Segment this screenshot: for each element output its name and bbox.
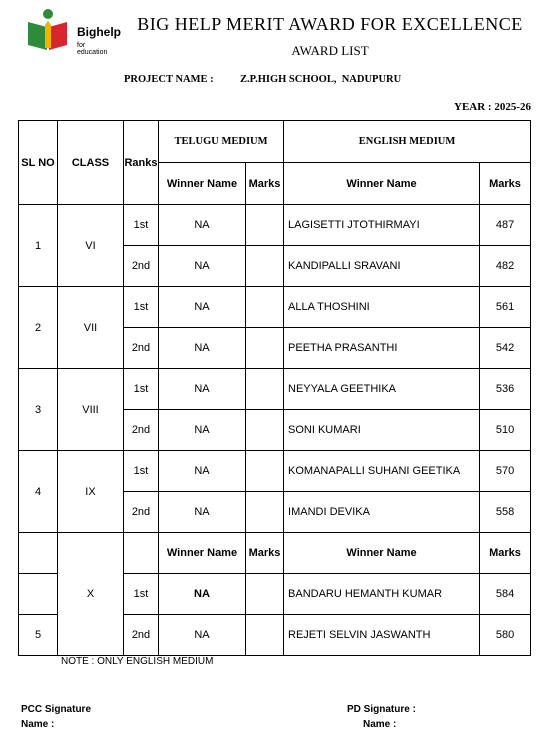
subheader-telugu-winner: Winner Name	[159, 533, 246, 574]
english-winner-cell: KOMANAPALLI SUHANI GEETIKA	[284, 451, 480, 492]
telugu-marks-cell	[246, 410, 284, 451]
english-marks-cell: 510	[480, 410, 531, 451]
header-telugu-winner: Winner Name	[159, 163, 246, 205]
english-winner-cell: IMANDI DEVIKA	[284, 492, 480, 533]
page-title: BIG HELP MERIT AWARD FOR EXCELLENCE	[137, 14, 523, 34]
telugu-marks-cell	[246, 369, 284, 410]
english-marks-cell: 584	[480, 574, 531, 615]
english-marks-cell: 542	[480, 328, 531, 369]
telugu-winner-cell: NA	[159, 246, 246, 287]
telugu-marks-cell	[246, 492, 284, 533]
table-subheader-row	[19, 533, 531, 574]
telugu-winner-cell: NA	[159, 287, 246, 328]
header-sl-no: SL NO	[19, 121, 58, 205]
english-winner-cell: ALLA THOSHINI	[284, 287, 480, 328]
subheader-english-winner: Winner Name	[284, 533, 480, 574]
telugu-winner-cell: NA	[159, 369, 246, 410]
project-label: PROJECT NAME :	[124, 74, 214, 85]
telugu-winner-cell: NA	[159, 492, 246, 533]
sl-no-cell: 1	[19, 205, 58, 287]
english-winner-cell: LAGISETTI JTOTHIRMAYI	[284, 205, 480, 246]
telugu-winner-cell: NA	[159, 451, 246, 492]
english-marks-cell: 580	[480, 615, 531, 656]
english-marks-cell: 561	[480, 287, 531, 328]
header-telugu-medium: TELUGU MEDIUM	[159, 121, 284, 163]
logo-brand-text: Bighelp	[77, 25, 121, 39]
english-marks-cell: 487	[480, 205, 531, 246]
pd-name-label: Name :	[363, 719, 397, 730]
rank-cell	[124, 533, 159, 574]
telugu-winner-cell: NA	[159, 328, 246, 369]
telugu-marks-cell	[246, 451, 284, 492]
english-marks-cell: 570	[480, 451, 531, 492]
telugu-winner-cell: NA	[159, 615, 246, 656]
year-label: YEAR : 2025-26	[454, 101, 531, 113]
sl-no-cell: 4	[19, 451, 58, 533]
class-cell: X	[58, 533, 124, 656]
rank-cell: 2nd	[124, 615, 159, 656]
telugu-marks-cell	[246, 328, 284, 369]
english-marks-cell: 558	[480, 492, 531, 533]
class-cell: IX	[58, 451, 124, 533]
table-row	[19, 205, 531, 246]
class-cell: VI	[58, 205, 124, 287]
class-cell: VIII	[58, 369, 124, 451]
english-winner-cell: SONI KUMARI	[284, 410, 480, 451]
table-row	[19, 287, 531, 328]
rank-cell: 1st	[124, 574, 159, 615]
award-table	[18, 120, 531, 656]
english-winner-cell: PEETHA PRASANTHI	[284, 328, 480, 369]
english-marks-cell: 482	[480, 246, 531, 287]
header-class: CLASS	[58, 121, 124, 205]
header-english-marks: Marks	[480, 163, 531, 205]
english-winner-cell: BANDARU HEMANTH KUMAR	[284, 574, 480, 615]
rank-cell: 2nd	[124, 410, 159, 451]
pcc-name-label: Name :	[21, 719, 55, 730]
bighelp-logo	[26, 8, 121, 56]
header-english-medium: ENGLISH MEDIUM	[284, 121, 531, 163]
subheader-english-marks: Marks	[480, 533, 531, 574]
rank-cell: 2nd	[124, 246, 159, 287]
english-winner-cell: NEYYALA GEETHIKA	[284, 369, 480, 410]
sl-no-cell: 5	[19, 615, 58, 656]
header-english-winner: Winner Name	[284, 163, 480, 205]
sl-no-cell: 3	[19, 369, 58, 451]
telugu-marks-cell	[246, 205, 284, 246]
sl-no-cell	[19, 533, 58, 574]
pd-signature-label: PD Signature :	[347, 704, 416, 715]
note-text: NOTE : ONLY ENGLISH MEDIUM	[61, 656, 214, 667]
english-winner-cell: REJETI SELVIN JASWANTH	[284, 615, 480, 656]
telugu-winner-cell: NA	[159, 574, 246, 615]
telugu-marks-cell	[246, 615, 284, 656]
telugu-winner-cell: NA	[159, 410, 246, 451]
header-ranks: Ranks	[124, 121, 159, 205]
english-winner-cell: KANDIPALLI SRAVANI	[284, 246, 480, 287]
telugu-marks-cell	[246, 246, 284, 287]
telugu-marks-cell	[246, 574, 284, 615]
book-logo-icon	[26, 8, 74, 52]
rank-cell: 2nd	[124, 328, 159, 369]
pcc-signature-label: PCC Signature	[21, 704, 92, 715]
rank-cell: 2nd	[124, 492, 159, 533]
rank-cell: 1st	[124, 287, 159, 328]
rank-cell: 1st	[124, 369, 159, 410]
table-row	[19, 369, 531, 410]
rank-cell: 1st	[124, 451, 159, 492]
sl-no-cell: 2	[19, 287, 58, 369]
subheader-telugu-marks: Marks	[246, 533, 284, 574]
header-telugu-marks: Marks	[246, 163, 284, 205]
project-name: Z.P.HIGH SCHOOL, NADUPURU	[240, 74, 402, 85]
english-marks-cell: 536	[480, 369, 531, 410]
pcc-signature-block	[21, 702, 91, 732]
class-cell: VII	[58, 287, 124, 369]
table-row	[19, 451, 531, 492]
pd-signature-block	[347, 702, 416, 732]
telugu-marks-cell	[246, 287, 284, 328]
sl-no-cell	[19, 574, 58, 615]
telugu-winner-cell: NA	[159, 205, 246, 246]
page-subtitle: AWARD LIST	[291, 43, 369, 58]
logo-tagline: for education	[77, 42, 108, 56]
rank-cell: 1st	[124, 205, 159, 246]
